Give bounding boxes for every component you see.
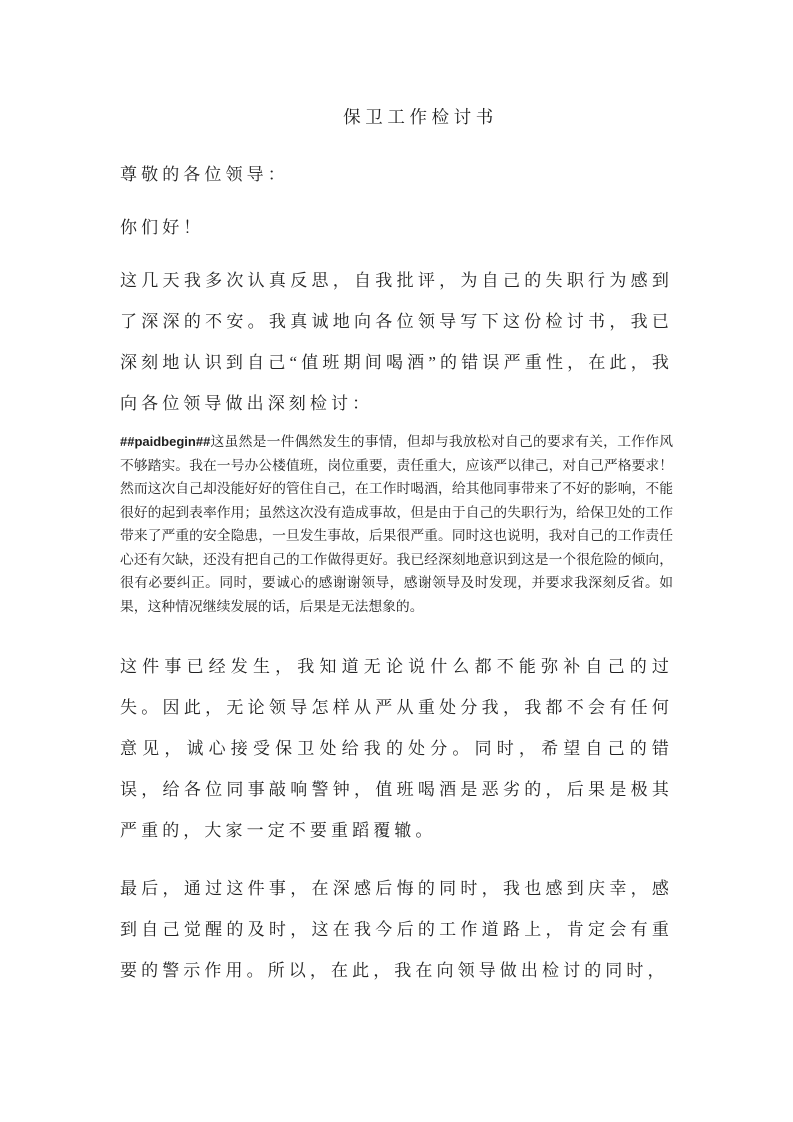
greeting-line: 你们好！ [120,218,205,237]
salutation-line: 尊敬的各位领导： [120,165,289,184]
paragraph-detail-text: 这虽然是一件偶然发生的事情，但却与我放松对自己的要求有关，工作作风不够踏实。我在一号办公楼值班，岗位重要，责任重大，应该严以律己，对自己严格要求！然而这次自己却没能好好的管住自己，在工作时喝酒，给其他同事带来了不好的影响，不能很好的起到表率作用；虽然这次没有造成事故，但是由于自己的失职行为，给保卫处的工作带来了严重的安全隐患，一旦发生事故，后果很严重。同时这也说明，我对自己的工作责任心还有欠缺，还没有把自己的工作做得更好。我已经深刻地意识到这是一个很危险的倾向，很有必要纠正。同时，要诚心的感谢谢领导，感谢领导及时发现，并要求我深刻反省。如果，这种情况继续发展的话，后果是无法想象的。 [120,434,673,614]
paragraph-detail [120,430,673,618]
document-title: 保卫工作检讨书 [343,107,498,127]
paragraph-opening: 这几天我多次认真反思，自我批评，为自己的失职行为感到了深深的不安。我真诚地向各位领导写下这份检讨书，我已深刻地认识到自己“值班期间喝酒”的错误严重性，在此，我向各位领导做出深刻检讨： [120,271,673,413]
paid-begin-token: ##paidbegin## [120,434,211,449]
paragraph-closing: 最后，通过这件事，在深感后悔的同时，我也感到庆幸，感到自己觉醒的及时，这在我今后的工作道路上，肯定会有重要的警示作用。所以，在此，我在向领导做出检讨的同时， [120,879,673,980]
paragraph-acceptance: 这件事已经发生，我知道无论说什么都不能弥补自己的过失。因此，无论领导怎样从严从重处分我，我都不会有任何意见，诚心接受保卫处给我的处分。同时，希望自己的错误，给各位同事敲响警钟，值班喝酒是恶劣的，后果是极其严重的，大家一定不要重蹈覆辙。 [120,657,673,840]
